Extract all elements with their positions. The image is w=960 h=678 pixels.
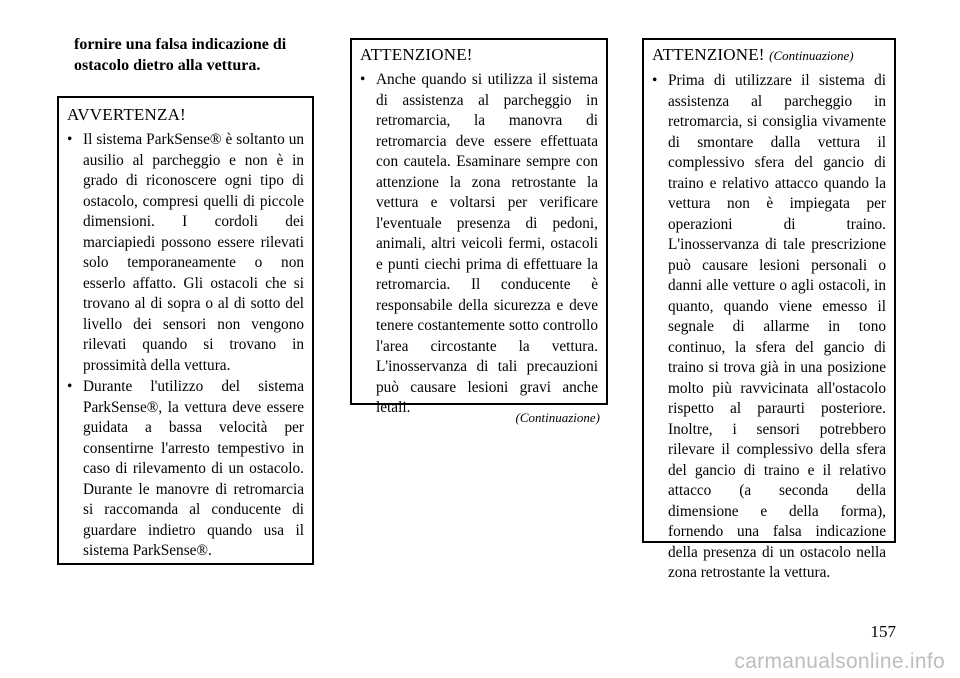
- caution-bullet-list-continued: [652, 71, 886, 584]
- caution-bullet-list: [360, 70, 598, 419]
- warning-bullet-list: [67, 130, 304, 562]
- watermark: carmanualsonline.info: [734, 650, 945, 673]
- caution-box-continued: [642, 38, 896, 581]
- list-item: [652, 71, 886, 584]
- caution-bullet-text: Anche quando si utilizza il sistema di assistenza al parcheggio in retromarcia, la manovra di retromarcia deve essere effettuata con cautela. Esaminare sempre con attenzione la zona retrostante la vettura e voltarsi per verificare l'eventuale presenza di pedoni, animali, altri veicoli fermi, ostacoli e punti ciechi prima di effettuare la retromarcia. Il conducente è responsabile della sicurezza e deve tenere costantemente sotto controllo l'area circostante la vettura. L'inosservanza di tali precauzioni può causare lesioni gravi anche letali.: [376, 71, 598, 416]
- bullet-icon: •: [652, 72, 658, 89]
- caution-bullet-text: Prima di utilizzare il sistema di assistenza al parcheggio in retromarcia, si consiglia vivamente di smontare dalla vettura il complessivo sfera del gancio di traino e relativo attacco quando la vettura non è impiegata per operazioni di traino. L'inosservanza di tale prescrizione può causare lesioni personali o danni alle vetture o agli ostacoli, in quanto, quando viene emesso il segnale di allarme in tono continuo, la sfera del gancio di traino si trova già in una posizione molto più ravvicinata all'ostacolo rispetto al paraurti posteriore. Inoltre, i sensori potrebbero rilevare il complessivo della sfera del gancio di traino e il relativo attacco (a seconda della dimensione e della forma), fornendo una falsa indicazione della presenza di un ostacolo nella zona retrostante la vettura.: [668, 72, 886, 581]
- bullet-icon: •: [67, 131, 73, 148]
- caution-title: ATTENZIONE!: [360, 45, 473, 64]
- warning-bullet-text: Durante l'utilizzo del sistema ParkSense®, la vettura deve essere guidata a bassa velocità per consentirne l'arresto tempestivo in caso di rilevamento di un ostacolo. Durante le manovre di retromarcia si raccomanda al conducente di guardare indietro quando usa il sistema ParkSense®.: [83, 378, 304, 559]
- caution-title-text: ATTENZIONE!: [652, 45, 765, 64]
- intro-paragraph: fornire una falsa indicazione di ostacolo dietro alla vettura.: [74, 36, 287, 74]
- list-item: [67, 377, 304, 562]
- caution-box: [350, 38, 608, 416]
- list-item: [360, 70, 598, 419]
- warning-box: [57, 96, 314, 565]
- warning-bullet-text: Il sistema ParkSense® è soltanto un ausilio al parcheggio e non è in grado di riconoscere ogni tipo di ostacolo, compresi quelli di piccole dimensioni. I cordoli dei marciapiedi possono essere rilevati solo temporaneamente o non esserlo affatto. Gli ostacoli che si trovano al di sopra o al di sotto del livello dei sensori non vengono rilevati quando si trovano in prossimità della vettura.: [83, 131, 304, 374]
- caution-title-continued: [652, 44, 886, 67]
- continuation-label: (Continuazione): [515, 410, 600, 425]
- bullet-icon: •: [67, 378, 73, 395]
- caution-title-suffix: (Continuazione): [769, 48, 854, 63]
- page-number: 157: [870, 622, 896, 641]
- warning-title: AVVERTENZA!: [67, 105, 186, 124]
- bullet-icon: •: [360, 71, 366, 88]
- list-item: [67, 130, 304, 376]
